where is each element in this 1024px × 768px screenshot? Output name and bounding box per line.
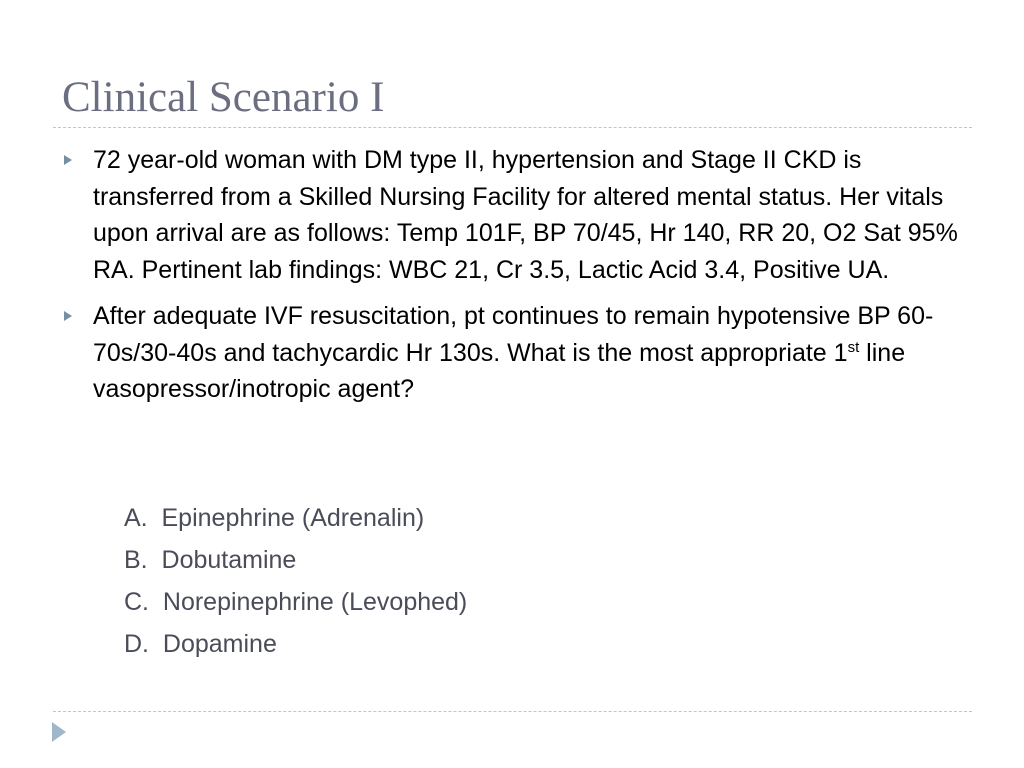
triangle-bullet-icon bbox=[64, 155, 72, 165]
title-divider bbox=[53, 127, 972, 128]
bullet-list bbox=[62, 142, 962, 408]
choice-a: A. Epinephrine (Adrenalin) bbox=[124, 504, 425, 532]
ordinal-superscript: st bbox=[847, 338, 860, 356]
choice-d: D. Dopamine bbox=[124, 630, 277, 658]
question-text-end: line vasopressor/inotropic agent? bbox=[93, 338, 906, 403]
bullet-text-scenario: 72 year-old woman with DM type II, hypertension and Stage II CKD is transferred from a Skilled Nursing Facility for altered mental status. Her vitals upon arrival are as follows: Temp 101F, BP 70/45, Hr 140, RR 20, O2 Sat 95% RA. Pertinent lab findings: WBC 21, Cr 3.5, Lactic Acid 3.4, Positive UA. bbox=[93, 146, 958, 284]
question-text-start: After adequate IVF resuscitation, pt continues to remain hypotensive BP 60-70s/30-40s and tachycardic Hr 130s. What is the most appropriate 1 bbox=[93, 302, 934, 367]
answer-choices bbox=[124, 497, 467, 665]
next-slide-arrow-icon[interactable] bbox=[52, 722, 66, 742]
footer-divider bbox=[53, 711, 972, 712]
bullet-item-question bbox=[62, 298, 962, 408]
bullet-item-scenario bbox=[62, 142, 962, 288]
triangle-bullet-icon bbox=[64, 311, 72, 321]
choice-c: C. Norepinephrine (Levophed) bbox=[124, 588, 468, 616]
choice-b: B. Dobutamine bbox=[124, 546, 297, 574]
slide-title: Clinical Scenario I bbox=[62, 74, 385, 121]
